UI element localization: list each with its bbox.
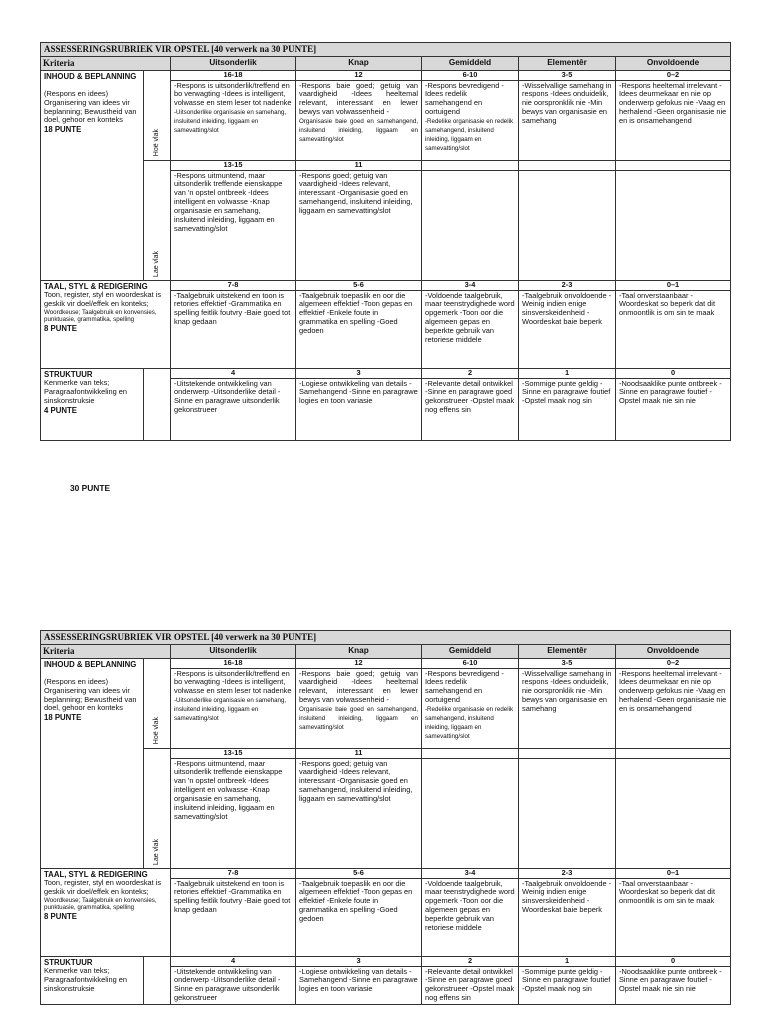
descriptor-cell: -Taal onverstaanbaar - Woordeskat so beperk dat dit onmoontlik is om sin te maak <box>616 290 731 368</box>
descriptor-cell: -Taalgebruik uitstekend en toon is retories effektief -Grammatika en spelling feitlik foutvry -Baie goed tot knap gedaan <box>171 290 296 368</box>
descriptor-cell: -Sommige punte geldig -Sinne en paragrawe foutief -Opstel maak nog sin <box>519 966 616 1005</box>
descriptor-cell: -Respons bevredigend -Idees redelik samehangend en oortuigend -Redelike organisasie en redelik samehangend, insluitend inleiding, liggaam en samevatting/slot <box>422 668 519 748</box>
rubric-title: ASSESSERINGSRUBRIEK VIR OPSTEL [40 verwerk na 30 PUNTE] <box>41 43 731 57</box>
score-cell: 3-4 <box>422 280 519 290</box>
descriptor-cell: -Respons uitmuntend, maar uitsonderlik treffende eienskappe van 'n opstel ontbreek -Idees intelligent en volwasse -Knap organisasie en samehang, insluitend inleiding, liggaam en samevatting/slot <box>171 170 296 280</box>
header-criteria: Kriteria <box>41 56 171 70</box>
score-cell: 6-10 <box>422 70 519 80</box>
criterion-name: TAAL, STYL & REDIGERING <box>44 869 148 879</box>
descriptor-cell: -Taalgebruik uitstekend en toon is retories effektief -Grammatika en spelling feitlik foutvry -Baie goed tot knap gedaan <box>171 878 296 956</box>
score-cell: 11 <box>296 160 422 170</box>
criterion-description-small: Woordkeuse; Taalgebruik en konvensies, punktuasie, grammatika, spelling <box>44 896 157 912</box>
descriptor-cell: -Respons is uitsonderlik/treffend en bo verwagting -Idees is intelligent, volwasse en stem leser tot nadenke -Uitsonderlike organisasie en samehang, insluitend inleiding, liggaam en samevatting/slot <box>171 80 296 160</box>
score-cell: 2-3 <box>519 280 616 290</box>
score-cell: 0–1 <box>616 868 731 878</box>
descriptor-cell: -Logiese ontwikkeling van details -Samehangend -Sinne en paragrawe logies en toon variasie <box>296 378 422 440</box>
descriptor-cell: -Respons baie goed; getuig van vaardigheid -Idees heeltemal relevant, interessant en lewer bewys van volwassenheid - Organisasie baie goed en samehangend, insluitend inleiding, liggaam en samevatting/slot <box>296 80 422 160</box>
score-cell: 6-10 <box>422 658 519 668</box>
descriptor-cell: -Uitstekende ontwikkeling van onderwerp -Uitsonderlike detail -Sinne en paragrawe uitsonderlik gekonstrueer <box>171 966 296 1005</box>
criterion-inhoud <box>41 658 144 868</box>
descriptor-cell: -Respons heeltemal irrelevant -Idees deurmekaar en nie op onderwerp gefokus nie -Vaag en herhalend -Geen organisasie nie en is onsamehangend <box>616 668 731 748</box>
header-gemiddeld: Gemiddeld <box>422 644 519 658</box>
score-cell: 1 <box>519 368 616 378</box>
score-cell: 3-4 <box>422 868 519 878</box>
header-elementer: Elementêr <box>519 644 616 658</box>
score-cell: 3 <box>296 368 422 378</box>
header-criteria: Kriteria <box>41 644 171 658</box>
descriptor-cell: -Voldoende taalgebruik, maar teenstrydighede word opgemerk -Toon oor die algemeen gepas en beperkte gebruik van retoriese middele <box>422 290 519 368</box>
descriptor-cell: -Relevante detail ontwikkel -Sinne en paragrawe goed gekonstrueer -Opstel maak nog effens sin <box>422 378 519 440</box>
descriptor-cell: -Taalgebruik toepaslik en oor die algemeen effektief -Toon gepas en effektief -Enkele foute in grammatika en spelling -Goed gedoen <box>296 878 422 956</box>
score-cell: 4 <box>171 368 296 378</box>
descriptor-cell: -Taalgebruik toepaslik en oor die algemeen effektief -Toon gepas en effektief -Enkele foute in grammatika en spelling -Goed gedoen <box>296 290 422 368</box>
criterion-name: STRUKTUUR <box>44 957 93 967</box>
score-cell: 13-15 <box>171 160 296 170</box>
descriptor-cell: -Respons uitmuntend, maar uitsonderlik treffende eienskappe van 'n opstel ontbreek -Idees intelligent en volwasse -Knap organisasie en samehang, insluitend inleiding, liggaam en samevatting/slot <box>171 758 296 868</box>
level-low: Lae vlak <box>144 160 171 280</box>
criterion-name: TAAL, STYL & REDIGERING <box>44 281 148 291</box>
score-cell: 1 <box>519 956 616 966</box>
descriptor-cell: -Taalgebruik onvoldoende -Weinig indien enige sinsverskeidenheid - Woordeskat baie beperk <box>519 878 616 956</box>
header-knap: Knap <box>296 56 422 70</box>
score-cell: 7-8 <box>171 868 296 878</box>
score-cell: 16-18 <box>171 70 296 80</box>
descriptor-cell: -Respons goed; getuig van vaardigheid -Idees relevant, interessant -Organisasie goed en samehangend, insluitend inleiding, liggaam en samevatting/slot <box>296 758 422 868</box>
descriptor-cell: -Respons bevredigend -Idees redelik samehangend en oortuigend -Redelike organisasie en redelik samehangend, insluitend inleiding, liggaam en samevatting/slot <box>422 80 519 160</box>
criterion-description: (Respons en idees) Organisering van idees vir beplanning; Bewustheid van doel, gehoor en konteks <box>44 676 137 713</box>
descriptor-cell: -Respons is uitsonderlik/treffend en bo verwagting -Idees is intelligent, volwasse en stem leser tot nadenke -Uitsonderlike organisasie en samehang, insluitend inleiding, liggaam en samevatting/slot <box>171 668 296 748</box>
descriptor-cell: -Wisselvallige samehang in respons -Idees onduidelik, nie oorspronklik nie -Min bewys van organisasie en samehang <box>519 80 616 160</box>
score-cell: 3 <box>296 956 422 966</box>
total-points: 30 PUNTE <box>70 483 111 493</box>
descriptor-cell: -Taal onverstaanbaar - Woordeskat so beperk dat dit onmoontlik is om sin te maak <box>616 878 731 956</box>
criterion-taal <box>41 868 171 956</box>
criterion-description: (Respons en idees) Organisering van idees vir beplanning; Bewustheid van doel, gehoor en konteks <box>44 88 137 125</box>
descriptor-cell: -Respons heeltemal irrelevant -Idees deurmekaar en nie op onderwerp gefokus nie -Vaag en herhalend -Geen organisasie nie en is onsamehangend <box>616 80 731 160</box>
criterion-points: 4 PUNTE <box>44 405 77 415</box>
header-uitsonderlik: Uitsonderlik <box>171 644 296 658</box>
score-cell: 12 <box>296 658 422 668</box>
level-high: Hoë vlak <box>144 658 171 748</box>
score-cell: 11 <box>296 748 422 758</box>
header-onvoldoende: Onvoldoende <box>616 644 731 658</box>
criterion-points: 8 PUNTE <box>44 911 77 921</box>
score-cell: 0–1 <box>616 280 731 290</box>
criterion-description: Toon, register, styl en woordeskat is geskik vir doel/effek en konteks; <box>44 289 162 308</box>
criterion-name: INHOUD & BEPLANNING <box>44 71 137 81</box>
score-cell: 5-6 <box>296 280 422 290</box>
header-uitsonderlik: Uitsonderlik <box>171 56 296 70</box>
score-cell: 12 <box>296 70 422 80</box>
descriptor-cell: -Wisselvallige samehang in respons -Idees onduidelik, nie oorspronklik nie -Min bewys van organisasie en samehang <box>519 668 616 748</box>
score-cell: 4 <box>171 956 296 966</box>
criterion-taal <box>41 280 171 368</box>
score-cell: 2-3 <box>519 868 616 878</box>
score-cell: 3-5 <box>519 70 616 80</box>
header-knap: Knap <box>296 644 422 658</box>
score-cell: 2 <box>422 368 519 378</box>
score-cell: 0 <box>616 368 731 378</box>
criterion-inhoud <box>41 70 144 280</box>
score-cell: 0–2 <box>616 70 731 80</box>
score-cell: 0 <box>616 956 731 966</box>
descriptor-cell: -Noodsaaklike punte ontbreek -Sinne en paragrawe foutief -Opstel maak nie sin nie <box>616 378 731 440</box>
header-onvoldoende: Onvoldoende <box>616 56 731 70</box>
level-high: Hoë vlak <box>144 70 171 160</box>
descriptor-cell: -Voldoende taalgebruik, maar teenstrydighede word opgemerk -Toon oor die algemeen gepas en beperkte gebruik van retoriese middele <box>422 878 519 956</box>
criterion-points: 18 PUNTE <box>44 125 82 135</box>
criterion-struktuur <box>41 956 144 1005</box>
header-gemiddeld: Gemiddeld <box>422 56 519 70</box>
criterion-description: Toon, register, styl en woordeskat is geskik vir doel/effek en konteks; <box>44 877 162 896</box>
criterion-name: STRUKTUUR <box>44 369 93 379</box>
descriptor-cell: -Respons baie goed; getuig van vaardigheid -Idees heeltemal relevant, interessant en lewer bewys van volwassenheid - Organisasie baie goed en samehangend, insluitend inleiding, liggaam en samevatting/slot <box>296 668 422 748</box>
score-cell: 13-15 <box>171 748 296 758</box>
criterion-description-small: Woordkeuse; Taalgebruik en konvensies, punktuasie, grammatika, spelling <box>44 308 157 324</box>
descriptor-cell: -Sommige punte geldig -Sinne en paragrawe foutief -Opstel maak nog sin <box>519 378 616 440</box>
descriptor-cell: -Respons goed; getuig van vaardigheid -Idees relevant, interessant -Organisasie goed en samehangend, insluitend inleiding, liggaam en samevatting/slot <box>296 170 422 280</box>
descriptor-cell: -Taalgebruik onvoldoende -Weinig indien enige sinsverskeidenheid - Woordeskat baie beperk <box>519 290 616 368</box>
criterion-points: 8 PUNTE <box>44 323 77 333</box>
descriptor-cell: -Relevante detail ontwikkel -Sinne en paragrawe goed gekonstrueer -Opstel maak nog effens sin <box>422 966 519 1005</box>
criterion-struktuur <box>41 368 144 440</box>
header-elementer: Elementêr <box>519 56 616 70</box>
rubric-table-2 <box>40 630 731 1005</box>
descriptor-cell: -Noodsaaklike punte ontbreek -Sinne en paragrawe foutief -Opstel maak nie sin nie <box>616 966 731 1005</box>
descriptor-cell: -Uitstekende ontwikkeling van onderwerp -Uitsonderlike detail -Sinne en paragrawe uitsonderlik gekonstrueer <box>171 378 296 440</box>
criterion-description: Kenmerke van teks; Paragraafontwikkeling en sinskonstruksie <box>44 377 127 405</box>
score-cell: 2 <box>422 956 519 966</box>
score-cell: 0–2 <box>616 658 731 668</box>
criterion-description: Kenmerke van teks; Paragraafontwikkeling en sinskonstruksie <box>44 965 127 993</box>
level-low: Lae vlak <box>144 748 171 868</box>
criterion-points: 18 PUNTE <box>44 713 82 723</box>
criterion-name: INHOUD & BEPLANNING <box>44 659 137 669</box>
rubric-title: ASSESSERINGSRUBRIEK VIR OPSTEL [40 verwerk na 30 PUNTE] <box>41 631 731 645</box>
score-cell: 3-5 <box>519 658 616 668</box>
score-cell: 7-8 <box>171 280 296 290</box>
score-cell: 16-18 <box>171 658 296 668</box>
score-cell: 5-6 <box>296 868 422 878</box>
descriptor-cell: -Logiese ontwikkeling van details -Samehangend -Sinne en paragrawe logies en toon variasie <box>296 966 422 1005</box>
rubric-table-1 <box>40 42 731 441</box>
